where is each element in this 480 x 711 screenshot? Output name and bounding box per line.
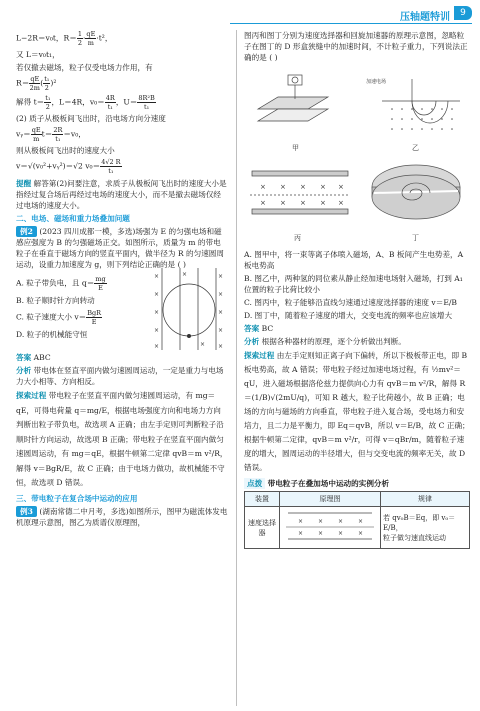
eq-line-1b: ·t²， — [96, 33, 113, 43]
fraction: $\frac{2R}{\text{t₁}}$ — [53, 126, 63, 143]
svg-text:×: × — [154, 343, 160, 350]
answer-paren: ( ) — [177, 260, 186, 269]
svg-text:×: × — [300, 183, 306, 191]
svg-text:×: × — [154, 327, 160, 334]
summary-table — [244, 491, 470, 549]
answer-label: 答案 — [244, 324, 260, 333]
velocity-selector-diagram — [284, 509, 376, 543]
fraction: $\frac{qE}{m}$ — [86, 30, 96, 47]
figure-group — [244, 67, 470, 245]
header-rule — [230, 23, 472, 24]
eq-line-2: 又 L＝v₀t₁， — [16, 50, 60, 59]
eq-line-5c: ，U＝ — [115, 97, 138, 107]
tip-heading: 带电粒子在叠加场中运动的实例分析 — [267, 479, 390, 488]
option-b: B. 粒子顺时针方向转动 — [16, 296, 95, 305]
table-header: 规律 — [381, 492, 470, 507]
svg-text:×: × — [298, 530, 304, 537]
section-3-heading: 三、带电粒子在复合场中运动的应用 — [16, 493, 138, 503]
svg-text:×: × — [358, 518, 364, 525]
svg-text:×: × — [298, 518, 304, 525]
svg-text:×: × — [182, 271, 188, 278]
figure-jia-label: 甲 — [292, 144, 299, 152]
eq-line-4: R＝ — [16, 78, 30, 88]
figure-ding-cyclotron — [364, 153, 468, 231]
svg-text:×: × — [218, 343, 224, 350]
text-line-6: (2) 质子从极板间飞出时，沿电场方向分速度 — [16, 114, 166, 123]
example-2-tag: 例2 — [16, 226, 37, 237]
explore-text: 带电粒子在竖直平面内做匀速圆周运动，有 mg＝qE，可得电荷量 q＝mg/E，根据电场强度方向和电场力方向判断出粒子带负电，故选项 A 正确；由左手定则可判断粒子沿顺时针方向运动，故选项 B 正确；带电粒子在竖直平面内做匀速圆周运动，有 mg＝qE，根据牛顿第二定律 qvB＝m v²/R，解得 v＝BgR/E，故 C 正确；由于电场力做功，故机械能不守恒，故选项 D 错误。 — [16, 391, 228, 487]
table-header: 装置 — [245, 492, 280, 507]
tip-text: 解答第(2)问要注意，求质子从极板间飞出时的速度大小是指经过复合场后再经过电场的速度大小，而不是撤去磁场仅经过电场的速度大小。 — [16, 179, 227, 210]
fraction: $\frac{\text{8R²B}}{\text{t₁}}$ — [138, 94, 155, 111]
circular-motion-figure — [152, 266, 228, 352]
left-column: L−2R＝v₀t，R＝ $\frac{1}{2}$ · $\frac{qE}{m}$ ·t²， 又 L＝v₀t₁， 若仅撤去磁场，粒子仅受电场力作用，有 R＝ $\frac{qE}{2m}$ ( $\frac{\text{t₁}}{2}$ )² 解得 t＝ $\frac{\text{t₁}}{2}$ ，L＝4R，v₀＝ $\frac{4R}{\text{t₁}}$ ，U＝ $\frac{\text{8R²B}}{\text{t₁}}$ (2) 质子从极板间飞出时，沿电场方向分速度 vᵧ＝ $\frac{qE}{m}$ t＝ $\frac{2R}{\text{t₁}}$ ＝v₀， 则从极板间飞出时的速度大小 v＝√(v₀²+vᵧ²)＝√2 v₀＝ $\frac{4√2 R}{\text{t₁}}$ 提醒 解答第(2)问要注意，求质子从极板间飞出时的速度大小是指经过复合场后再经过电场的速度大小，而不是撤去磁场仅经过电场的速度大小。 二、电场、磁场和重力场叠加问题 例2 (2023 四川成都一模，多选)场强为 E 的匀强电场和磁感应强度为 B 的匀强磁场正交。如图所示，质量为 m 的带电粒子在垂直于磁场方向的竖直平面内，做半径为 R 的匀速圆周运动，设重力加速度为 g，则下列结论正确的是 ( ) A. 粒子带负电，且 q＝ $\frac{mg}{E}$ B. 粒子顺时针方向转动 C. 粒子速度大小 v＝ $\frac{\text{BgR}}{E}$ D. 粒子的机械能守恒 × × × × × × × × × × × × 答案 ABC 分析 带电体在竖直平面内做匀速圆周运动，一定是重力与电场力大小相等、方向相反。 探索过程 带电粒子在竖直平面内做匀速圆周运动，有 mg＝qE，可得电荷量 q＝mg/E，根据电场强度方向和电场力方向判断出粒子带负电，故选项 A 正确；由左手定则可判断粒子沿顺时针方向运动，故选项 B 正确；带电粒子在竖直平面内做匀速圆周运动，有 mg＝qE，根据牛顿第二定律 qvB＝m v²/R，解得 v＝BgR/E，故 C 正确；由于电场力做功，故机械能不守恒，故选项 D 错误。 三、带电粒子在复合场中运动的应用 例3 (湖南常德二中月考，多选)如图所示，图甲为磁流体发电机原理示意图，图乙为质谱仪原理图， — [16, 30, 228, 527]
svg-text:×: × — [280, 183, 286, 191]
answer-value: ABC — [33, 353, 51, 362]
option-a: A. 图甲中，将一束等离子体喷入磁场，A、B 板间产生电势差，A 板电势高 — [244, 250, 464, 270]
answer-value: BC — [261, 324, 274, 333]
eq-line-7: vᵧ＝ — [16, 129, 31, 139]
svg-text:×: × — [358, 530, 364, 537]
svg-text:×: × — [260, 183, 266, 191]
svg-text:×: × — [260, 199, 266, 207]
figure-ding-label: 丁 — [412, 234, 419, 242]
svg-text:×: × — [218, 273, 224, 280]
table-cell-rule — [381, 507, 470, 549]
text-line-8: 则从极板间飞出时的速度大小 — [16, 146, 115, 155]
option-c: C. 粒子速度大小 v＝ — [16, 312, 87, 322]
svg-text:×: × — [338, 518, 344, 525]
svg-text:×: × — [318, 518, 324, 525]
eq-line-7c: ＝v₀， — [63, 129, 86, 139]
example-2-text: (2023 四川成都一模，多选)场强为 E 的匀强电场和磁感应强度为 B 的匀强磁场正交。如图所示，质量为 m 的带电粒子在垂直于磁场方向的竖直平面内，做半径为 R 的匀速圆周运动，设重力加速度为 g，则下列结论正确的是 — [16, 227, 224, 269]
answer-label: 答案 — [16, 353, 32, 362]
option-b: B. 图乙中，两种氢的同位素从静止经加速电场射入磁场，打到 A₁ 位置的粒子比荷比较小 — [244, 274, 463, 294]
table-row — [245, 507, 470, 549]
svg-text:×: × — [280, 199, 286, 207]
fraction: $\frac{4R}{\text{t₁}}$ — [105, 94, 115, 111]
analysis-text: 根据各种器材的原理，逐个分析做出判断。 — [261, 337, 406, 346]
explore-label: 探索过程 — [244, 351, 275, 360]
option-d: D. 粒子的机械能守恒 — [16, 330, 88, 339]
example-2-options — [16, 272, 228, 352]
svg-text:×: × — [300, 199, 306, 207]
fraction: $\frac{qE}{m}$ — [31, 126, 41, 143]
page-number: 9 — [454, 6, 472, 20]
svg-text:×: × — [218, 327, 224, 334]
accel-field-label: 加速电场 — [366, 79, 387, 85]
svg-text:×: × — [200, 341, 206, 348]
example-3-continued: 图丙和图丁分别为速度选择器和回旋加速器的原理示意图，忽略粒子在图丁的 D 形盒狭缝中的加速时间，不计粒子重力，下列说法正确的是 — [244, 31, 468, 62]
svg-text:×: × — [338, 183, 344, 191]
figure-yi-label: 乙 — [412, 144, 419, 152]
rule-line-1: 若 qv₀B＝Eq，即 v₀＝E/B， — [383, 513, 456, 532]
figure-bing-label: 丙 — [294, 234, 301, 242]
svg-text:×: × — [338, 199, 344, 207]
analysis-label: 分析 — [16, 366, 32, 375]
svg-text:×: × — [218, 291, 224, 298]
fraction: $\frac{\text{t₁}}{2}$ — [45, 94, 51, 111]
rule-line-2: 粒子做匀速直线运动 — [383, 533, 446, 542]
right-column — [244, 30, 470, 549]
tip-label: 提醒 — [16, 179, 32, 188]
svg-text:×: × — [320, 199, 326, 207]
figure-yi-mass-spectrometer — [362, 69, 466, 141]
example-3-text: (湖南常德二中月考，多选)如图所示，图甲为磁流体发电机原理示意图，图乙为质谱仪原理图， — [16, 506, 228, 527]
fraction: $\frac{4√2 R}{\text{t₁}}$ — [101, 158, 121, 175]
page-header — [0, 0, 480, 26]
table-cell-device: 速度选择器 — [245, 507, 280, 549]
figure-bing-velocity-selector — [248, 157, 352, 229]
fraction: $\frac{qE}{2m}$ — [29, 75, 40, 92]
eq-line-9: v＝√(v₀²+vᵧ²)＝√2 v₀＝ — [16, 161, 101, 171]
option-c: C. 图丙中，粒子能够沿直线匀速通过速度选择器的速度 v＝E/B — [244, 298, 458, 307]
explore-text: 由左手定则知正离子向下偏转，所以下极板带正电，即 B 板电势高，故 A 错误；带电粒子经过加速电场过程，有 ½mv²＝qU，进入磁场根据洛伦兹力提供向心力有 qvB＝m v²/R，解得 R＝(1/B)√(2mU/q)，可知 R 越大，粒子比荷越小，故 B 正确；电场的方向与磁场的方向垂直，带电粒子进入复合场，受电场力和安培力，且二力是平衡力，即 Eq＝qvB，所以 v＝E/B，故 C 正确；根据牛顿第二定律，qvB＝m v²/r，可得 v＝qBr/m，随着粒子速度的增大，圆周运动的半径增大，但与交变电流的频率无关，故 D 错误。 — [244, 351, 470, 472]
fraction: $\frac{\text{BgR}}{E}$ — [87, 309, 102, 326]
table-header-row — [245, 492, 470, 507]
analysis-label: 分析 — [244, 337, 260, 346]
eq-line-5: 解得 t＝ — [16, 97, 45, 107]
explore-label: 探索过程 — [16, 391, 47, 400]
option-a: A. 粒子带负电，且 q＝ — [16, 278, 95, 288]
option-d: D. 图丁中，随着粒子速度的增大，交变电流的频率也应该增大 — [244, 311, 453, 320]
svg-text:×: × — [218, 309, 224, 316]
tip-label: 点拨 — [244, 478, 265, 489]
eq-line-1: L−2R＝v₀t，R＝ — [16, 33, 77, 43]
table-header: 原理图 — [280, 492, 381, 507]
fraction: $\frac{mg}{E}$ — [95, 275, 106, 292]
example-3-tag: 例3 — [16, 506, 37, 517]
svg-text:×: × — [320, 183, 326, 191]
svg-text:×: × — [154, 273, 160, 280]
text-line-3: 若仅撤去磁场，粒子仅受电场力作用，有 — [16, 63, 153, 72]
header-title: 压轴题特训 — [400, 12, 450, 23]
svg-text:×: × — [338, 530, 344, 537]
svg-text:×: × — [318, 530, 324, 537]
eq-line-7b: t＝ — [41, 129, 53, 139]
figure-jia-mhd-generator — [248, 69, 348, 141]
answer-paren: ( ) — [269, 53, 278, 62]
section-2-heading: 二、电场、磁场和重力场叠加问题 — [16, 214, 130, 223]
fraction: $\frac{1}{2}$ — [77, 30, 82, 47]
svg-text:×: × — [154, 291, 160, 298]
table-cell-diagram — [280, 507, 381, 549]
fraction: $\frac{\text{t₁}}{2}$ — [44, 75, 50, 92]
column-divider — [236, 30, 237, 706]
analysis-text: 带电体在竖直平面内做匀速圆周运动，一定是重力与电场力大小相等、方向相反。 — [16, 366, 224, 386]
svg-text:×: × — [154, 309, 160, 316]
eq-line-5b: ，L＝4R，v₀＝ — [51, 97, 105, 107]
